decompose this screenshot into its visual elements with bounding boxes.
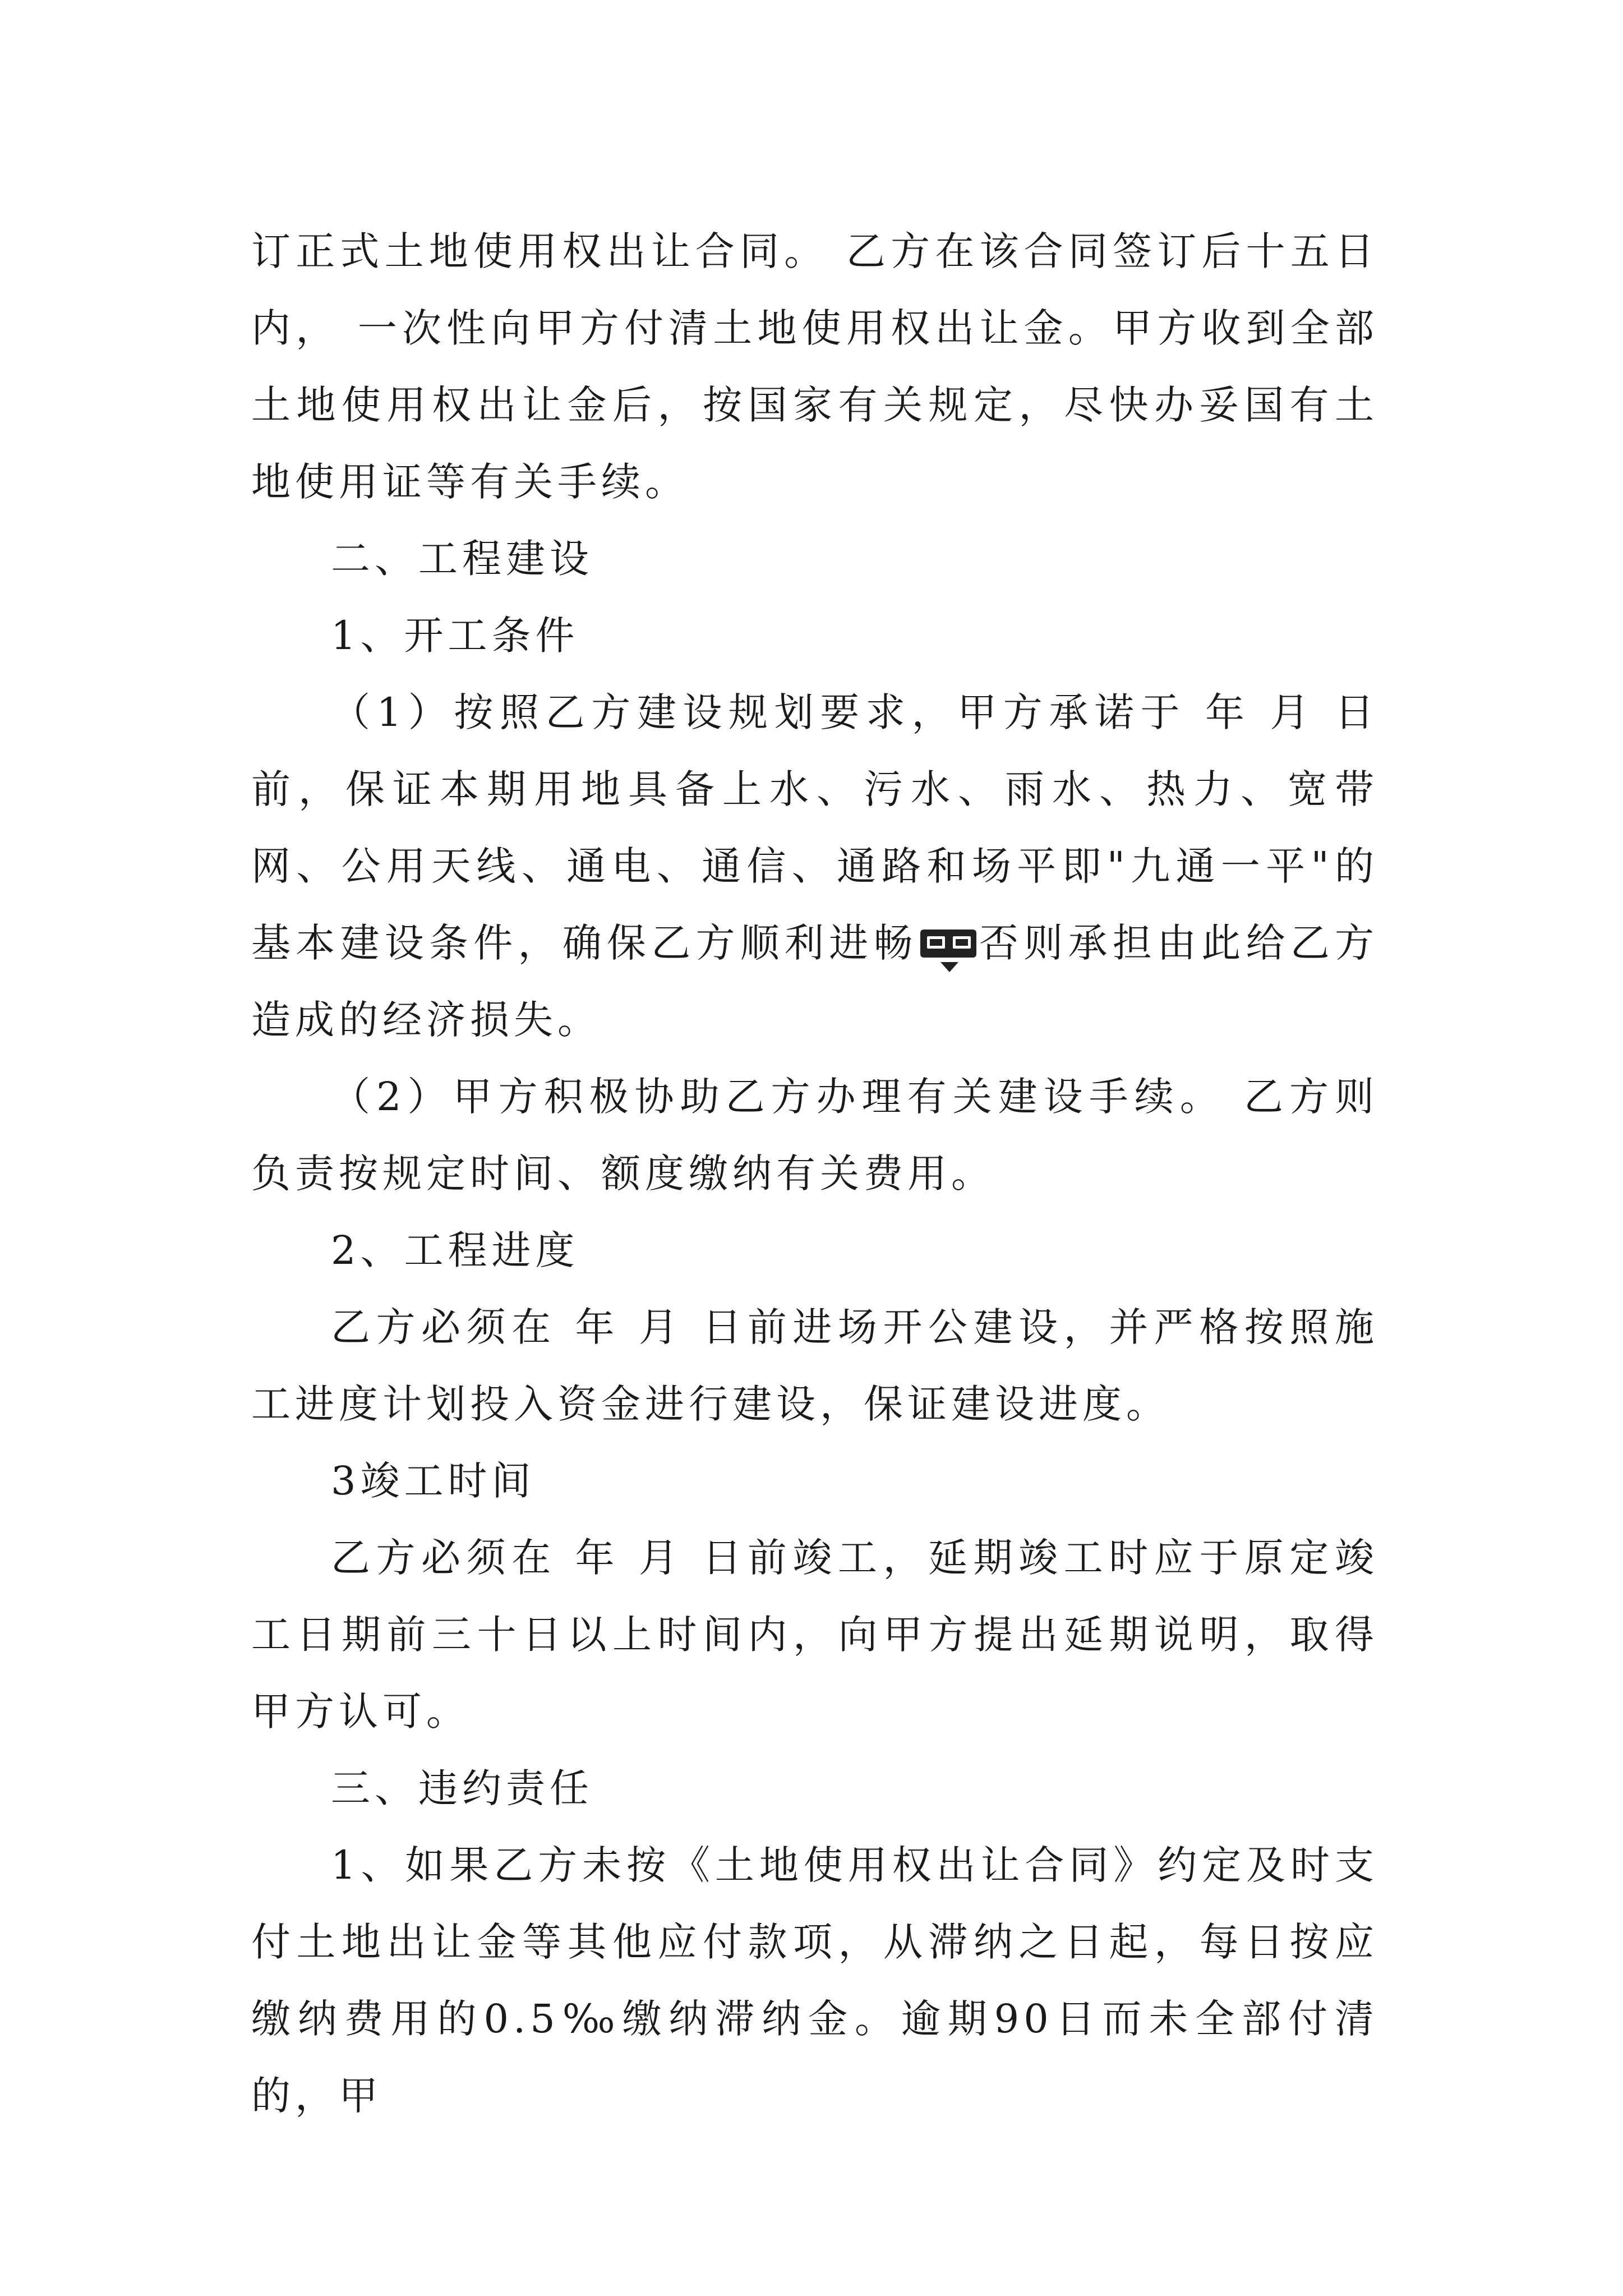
comment-marker-icon[interactable] <box>920 930 976 959</box>
section-heading-liability: 三、违约责任 <box>331 1765 593 1811</box>
document-page <box>251 213 1378 2134</box>
paragraph-start-condition-2: （2）甲方积极协助乙方办理有关建设手续。 乙方则负责按规定时间、额度缴纳有关费用。 <box>251 1074 1378 1197</box>
section-heading-construction: 二、工程建设 <box>331 536 593 582</box>
subheading-progress: 2、工程进度 <box>331 1227 579 1273</box>
paragraph-land-payment: 订正式土地使用权出让合同。 乙方在该合同签订后十五日内， 一次性向甲方付清土地使用权出让金。甲方收到全部土地使用权出让金后，按国家有关规定，尽快办妥国有土地使用证等有关手续。 <box>251 228 1378 505</box>
paragraph-liability-1: 1、如果乙方未按《土地使用权出让合同》约定及时支付土地出让金等其他应付款项，从滞纳之日起，每日按应缴纳费用的0.5‰缴纳滞纳金。逾期90日而未全部付清的，甲 <box>251 1842 1378 2119</box>
subheading-completion-time: 3竣工时间 <box>331 1458 536 1504</box>
paragraph-text-before-marker: （1）按照乙方建设规划要求，甲方承诺于 年 月 日前，保证本期用地具备上水、污水、雨水、热力、宽带网、公用天线、通电、通信、通路和场平即"九通一平"的基本建设条件，确保乙方顺利进畅 <box>251 689 1378 966</box>
paragraph-completion: 乙方必须在 年 月 日前竣工，延期竣工时应于原定竣工日期前三十日以上时间内，向甲方提出延期说明，取得甲方认可。 <box>251 1535 1378 1734</box>
paragraph-progress: 乙方必须在 年 月 日前进场开公建设，并严格按照施工进度计划投入资金进行建设，保证建设进度。 <box>251 1304 1378 1427</box>
paragraph-text-after-marker: 否则承担由此给乙方造成的经济损失。 <box>251 920 1378 1043</box>
subheading-start-conditions: 1、开工条件 <box>331 613 579 659</box>
paragraph-start-condition-1 <box>251 674 1378 1059</box>
